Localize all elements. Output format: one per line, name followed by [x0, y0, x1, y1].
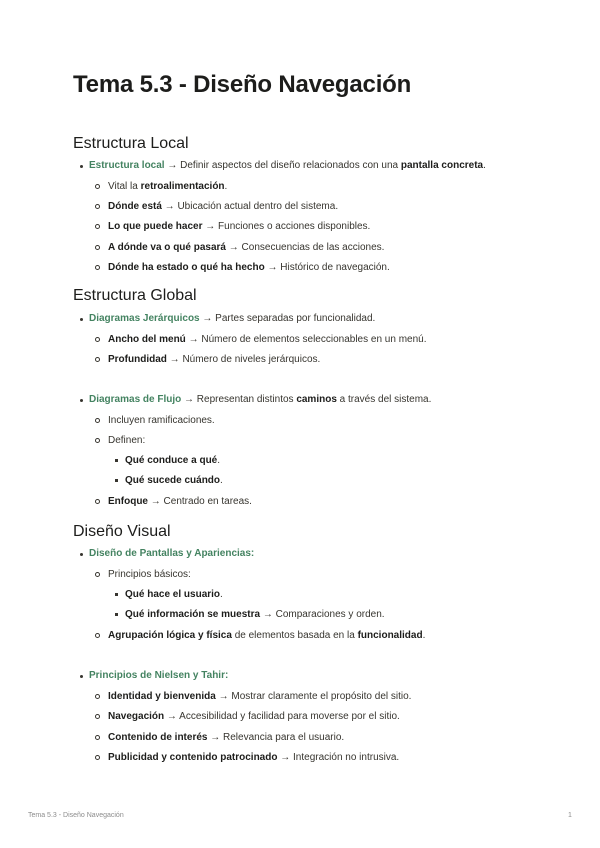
list-item: Estructura local → Definir aspectos del diseño relacionados con una pantalla concreta.: [89, 160, 486, 171]
bullet-circle: [95, 499, 100, 504]
bullet-circle: [95, 438, 100, 443]
list-item: Incluyen ramificaciones.: [108, 415, 215, 426]
list-item: Diseño de Pantallas y Apariencias:: [89, 548, 255, 559]
list-item: Qué conduce a qué.: [125, 455, 221, 466]
bullet-disc: [80, 675, 83, 678]
list-item: Definen:: [108, 435, 146, 446]
bullet-circle: [95, 755, 100, 760]
bullet-disc: [80, 399, 83, 402]
list-item: Lo que puede hacer → Funciones o acciones disponibles.: [108, 221, 371, 232]
bullet-circle: [95, 224, 100, 229]
bullet-circle: [95, 418, 100, 423]
list-item: Navegación → Accesibilidad y facilidad para moverse por el sitio.: [108, 711, 400, 722]
bullet-disc: [80, 318, 83, 321]
bullet-circle: [95, 735, 100, 740]
bullet-circle: [95, 245, 100, 250]
bullet-circle: [95, 572, 100, 577]
section-heading-global: Estructura Global: [73, 287, 197, 304]
bullet-square: [115, 459, 118, 462]
bullet-circle: [95, 357, 100, 362]
bullet-circle: [95, 633, 100, 638]
list-item: Qué hace el usuario.: [125, 589, 223, 600]
section-heading-visual: Diseño Visual: [73, 523, 171, 540]
list-item: Agrupación lógica y física de elementos basada en la funcionalidad.: [108, 630, 426, 641]
list-item: Principios básicos:: [108, 569, 191, 580]
bullet-square: [115, 613, 118, 616]
list-item: Vital la retroalimentación.: [108, 181, 228, 192]
bullet-disc: [80, 165, 83, 168]
bullet-circle: [95, 204, 100, 209]
bullet-circle: [95, 265, 100, 270]
bullet-square: [115, 593, 118, 596]
list-item: Dónde está → Ubicación actual dentro del sistema.: [108, 201, 339, 212]
bullet-square: [115, 479, 118, 482]
bullet-circle: [95, 184, 100, 189]
list-item: Principios de Nielsen y Tahir:: [89, 670, 229, 681]
list-item: A dónde va o qué pasará → Consecuencias de las acciones.: [108, 242, 385, 253]
list-item: Diagramas Jerárquicos → Partes separadas por funcionalidad.: [89, 313, 376, 324]
page-title: Tema 5.3 - Diseño Navegación: [73, 71, 412, 98]
bullet-circle: [95, 337, 100, 342]
list-item: Contenido de interés → Relevancia para el usuario.: [108, 732, 345, 743]
footer-page-number: 1: [568, 812, 572, 819]
list-item: Identidad y bienvenida → Mostrar claramente el propósito del sitio.: [108, 691, 412, 702]
footer-title: Tema 5.3 - Diseño Navegación: [28, 812, 124, 819]
bullet-disc: [80, 553, 83, 556]
list-item: Dónde ha estado o qué ha hecho → Histórico de navegación.: [108, 262, 390, 273]
list-item: Enfoque → Centrado en tareas.: [108, 496, 252, 507]
list-item: Diagramas de Flujo → Representan distintos caminos a través del sistema.: [89, 394, 432, 405]
section-heading-local: Estructura Local: [73, 135, 189, 152]
list-item: Ancho del menú → Número de elementos seleccionables en un menú.: [108, 334, 427, 345]
list-item: Profundidad → Número de niveles jerárquicos.: [108, 354, 321, 365]
list-item: Publicidad y contenido patrocinado → Integración no intrusiva.: [108, 752, 400, 763]
bullet-circle: [95, 714, 100, 719]
list-item: Qué sucede cuándo.: [125, 475, 223, 486]
list-item: Qué información se muestra → Comparaciones y orden.: [125, 609, 385, 620]
bullet-circle: [95, 694, 100, 699]
